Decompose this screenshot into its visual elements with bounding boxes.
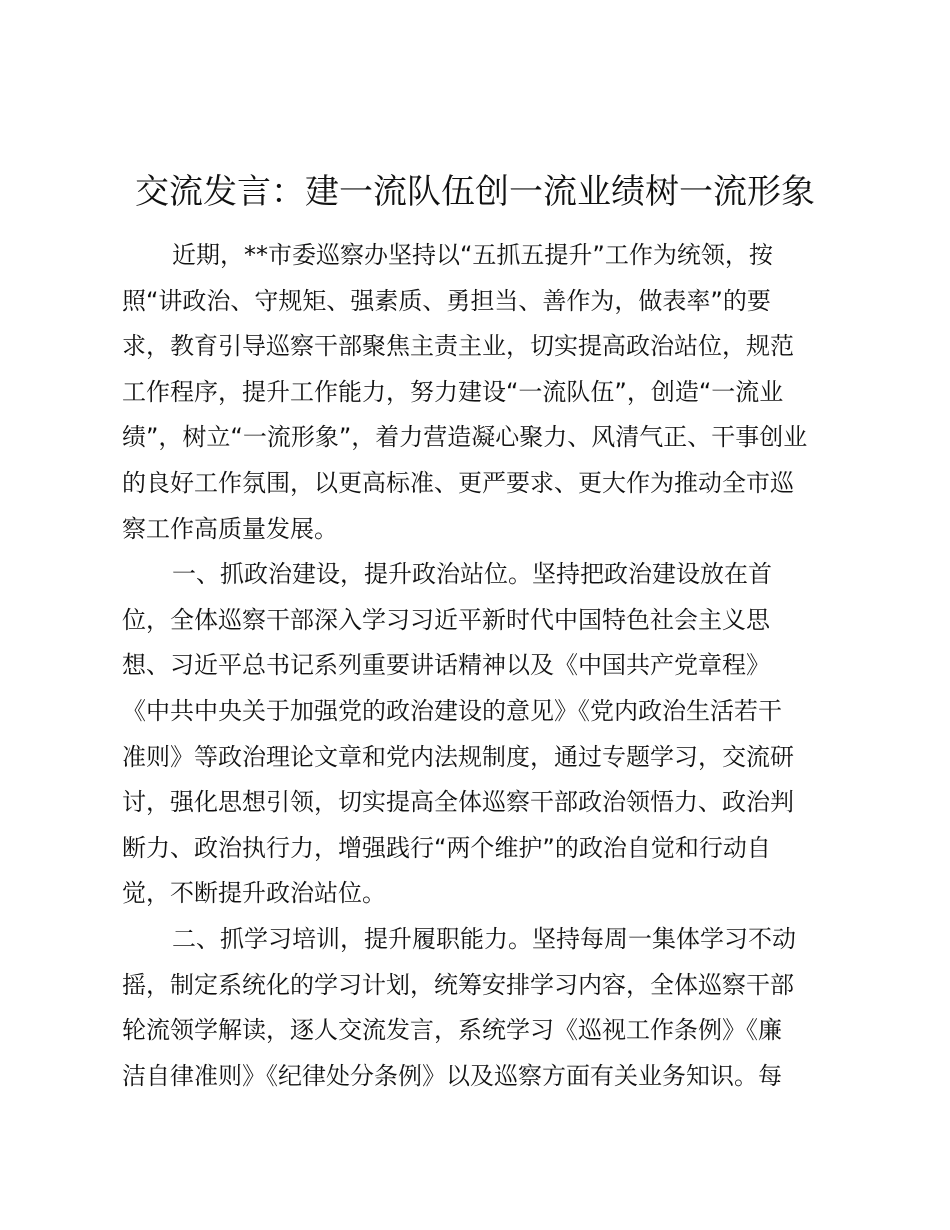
document-title: 交流发言：建一流队伍创一流业绩树一流形象 (135, 172, 815, 212)
paragraph (122, 233, 832, 552)
paragraph (122, 917, 832, 1099)
text-line: 洁自律准则》《纪律处分条例》以及巡察方面有关业务知识。每 (122, 1061, 782, 1090)
text-line: 察工作高质量发展。 (122, 514, 338, 543)
text-line: 讨，强化思想引领，切实提高全体巡察干部政治领悟力、政治判 (122, 788, 794, 817)
text-line: 绩”，树立“一流形象”，着力营造凝心聚力、风清气正、干事创业 (122, 423, 808, 452)
text-line: 觉，不断提升政治站位。 (122, 879, 386, 908)
text-line: 二、抓学习培训，提升履职能力。坚持每周一集体学习不动 (172, 924, 796, 953)
text-line: 轮流领学解读，逐人交流发言，系统学习《巡视工作条例》《廉 (122, 1016, 782, 1045)
text-line: 近期，**市委巡察办坚持以“五抓五提升”工作为统领，按 (172, 241, 773, 269)
text-line: 工作程序，提升工作能力，努力建设“一流队伍”，创造“一流业 (122, 377, 784, 406)
document-body (122, 233, 832, 1099)
text-line: 的良好工作氛围，以更高标准、更严要求、更大作为推动全市巡 (122, 468, 794, 497)
text-line: 准则》等政治理论文章和党内法规制度，通过专题学习，交流研 (122, 742, 794, 771)
text-line: 位，全体巡察干部深入学习习近平新时代中国特色社会主义思 (122, 605, 770, 634)
text-line: 《中共中央关于加强党的政治建设的意见》《党内政治生活若干 (122, 696, 782, 725)
text-line: 一、抓政治建设，提升政治站位。坚持把政治建设放在首 (172, 560, 772, 589)
text-line: 断力、政治执行力，增强践行“两个维护”的政治自觉和行动自 (122, 833, 771, 862)
text-line: 照“讲政治、守规矩、强素质、勇担当、善作为，做表率”的要 (122, 286, 771, 315)
text-line: 求，教育引导巡察干部聚焦主责主业，切实提高政治站位，规范 (122, 332, 794, 361)
paragraph (122, 552, 832, 917)
text-line: 摇，制定系统化的学习计划，统筹安排学习内容，全体巡察干部 (122, 970, 794, 999)
text-line: 想、习近平总书记系列重要讲话精神以及《中国共产党章程》 (122, 651, 770, 680)
